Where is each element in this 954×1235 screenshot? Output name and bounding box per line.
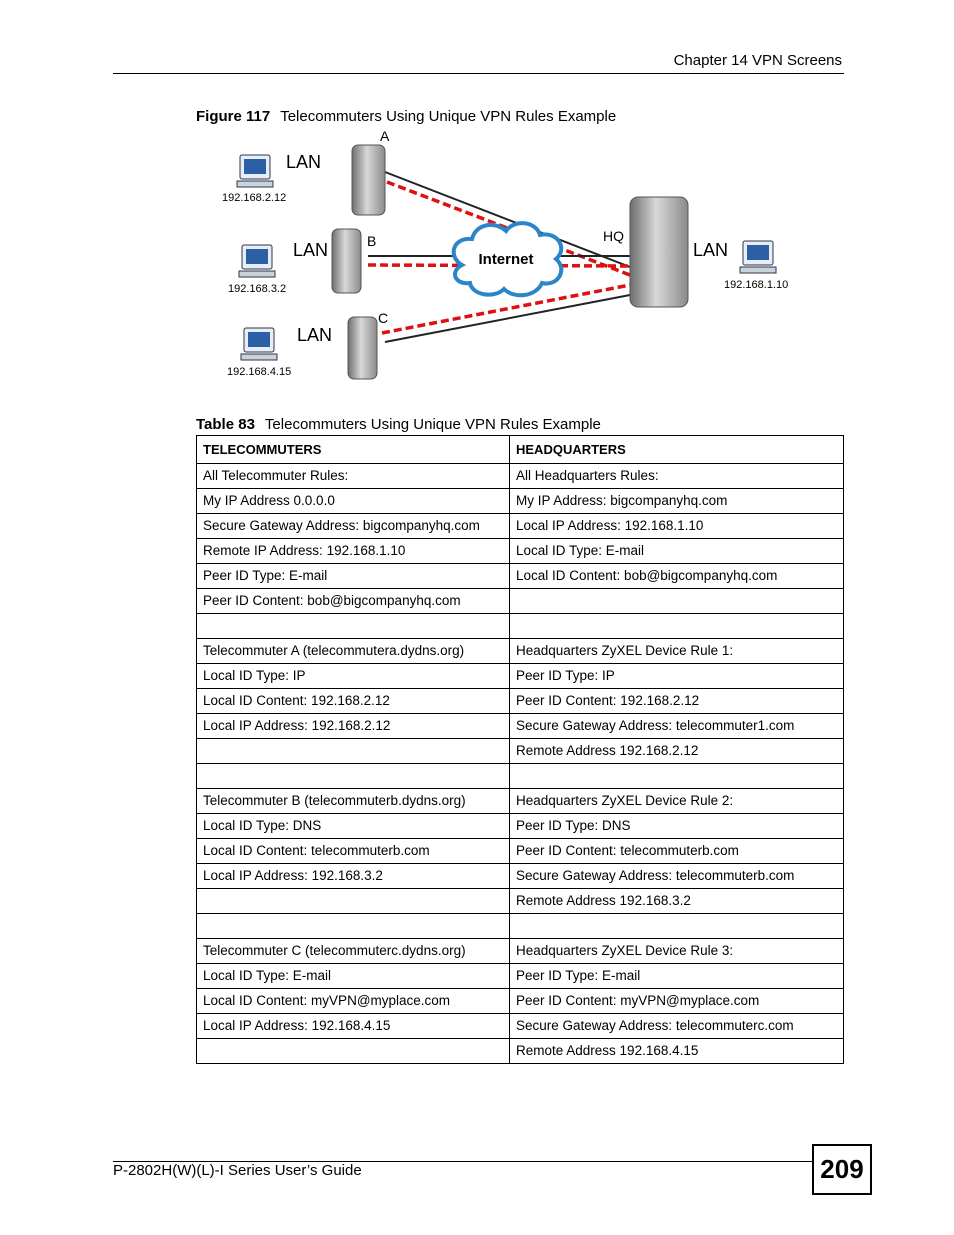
- table-row: [197, 964, 844, 989]
- telecommuter-cell: Secure Gateway Address: bigcompanyhq.com: [197, 514, 510, 539]
- table-row: [197, 739, 844, 764]
- headquarters-cell: Secure Gateway Address: telecommuterb.com: [510, 864, 844, 889]
- header-divider: [113, 73, 844, 74]
- headquarters-cell: Secure Gateway Address: telecommuterc.com: [510, 1014, 844, 1039]
- headquarters-cell: Peer ID Content: myVPN@myplace.com: [510, 989, 844, 1014]
- table-row: [197, 689, 844, 714]
- lan-label-c: LAN: [297, 325, 333, 345]
- headquarters-cell: All Headquarters Rules:: [510, 464, 844, 489]
- computer-b-icon: [239, 245, 275, 277]
- telecommuter-cell: Local IP Address: 192.168.3.2: [197, 864, 510, 889]
- table-row: [197, 714, 844, 739]
- headquarters-cell: Local IP Address: 192.168.1.10: [510, 514, 844, 539]
- guide-title: P-2802H(W)(L)-I Series User’s Guide: [113, 1162, 362, 1179]
- telecommuter-cell: Local IP Address: 192.168.2.12: [197, 714, 510, 739]
- table-row: [197, 939, 844, 964]
- table-row: [197, 664, 844, 689]
- figure-title: Telecommuters Using Unique VPN Rules Example: [280, 108, 617, 125]
- table-row: [197, 539, 844, 564]
- table-row: [197, 464, 844, 489]
- headquarters-cell: Peer ID Content: 192.168.2.12: [510, 689, 844, 714]
- table-row: [197, 764, 844, 789]
- tunnel-c: [382, 285, 630, 342]
- headquarters-cell: Remote Address 192.168.3.2: [510, 889, 844, 914]
- headquarters-cell: Peer ID Type: IP: [510, 664, 844, 689]
- computer-a-icon: [237, 155, 273, 187]
- lan-label-hq: LAN: [693, 240, 729, 260]
- internet-cloud: [454, 223, 562, 295]
- router-hq: [603, 197, 688, 307]
- table-row: [197, 589, 844, 614]
- telecommuter-cell: [197, 914, 510, 939]
- computer-c-icon: [241, 328, 277, 360]
- vpn-rules-table: [196, 435, 844, 1064]
- telecommuter-cell: Telecommuter A (telecommutera.dydns.org): [197, 639, 510, 664]
- telecommuter-cell: [197, 764, 510, 789]
- figure-caption: [196, 108, 616, 125]
- headquarters-cell: Remote Address 192.168.2.12: [510, 739, 844, 764]
- telecommuter-cell: [197, 614, 510, 639]
- headquarters-cell: Remote Address 192.168.4.15: [510, 1039, 844, 1064]
- telecommuter-cell: Local ID Type: E-mail: [197, 964, 510, 989]
- lan-label-a: LAN: [286, 152, 322, 172]
- internet-label: Internet: [478, 251, 534, 268]
- headquarters-cell: Peer ID Type: E-mail: [510, 964, 844, 989]
- table-row: [197, 839, 844, 864]
- router-c: [348, 310, 388, 379]
- table-row: [197, 489, 844, 514]
- table-title: Telecommuters Using Unique VPN Rules Example: [264, 416, 601, 433]
- telecommuter-cell: [197, 1039, 510, 1064]
- telecommuter-cell: Local ID Content: telecommuterb.com: [197, 839, 510, 864]
- table-caption: [196, 416, 601, 433]
- ip-label-c: 192.168.4.15: [227, 366, 292, 378]
- table-header-row: [197, 436, 844, 464]
- table-row: [197, 864, 844, 889]
- telecommuter-cell: Peer ID Type: E-mail: [197, 564, 510, 589]
- table-row: [197, 639, 844, 664]
- headquarters-cell: Local ID Content: bob@bigcompanyhq.com: [510, 564, 844, 589]
- telecommuter-cell: [197, 739, 510, 764]
- telecommuter-cell: Local ID Type: DNS: [197, 814, 510, 839]
- headquarters-cell: Peer ID Type: DNS: [510, 814, 844, 839]
- page-number: 209: [812, 1144, 872, 1195]
- computer-hq-icon: [740, 241, 776, 273]
- headquarters-cell: Local ID Type: E-mail: [510, 539, 844, 564]
- table-row: [197, 989, 844, 1014]
- telecommuter-cell: Local ID Type: IP: [197, 664, 510, 689]
- table-row: [197, 1039, 844, 1064]
- table-body: [197, 464, 844, 1064]
- headquarters-cell: [510, 764, 844, 789]
- telecommuter-cell: My IP Address 0.0.0.0: [197, 489, 510, 514]
- table-row: [197, 564, 844, 589]
- table-row: [197, 789, 844, 814]
- headquarters-cell: Headquarters ZyXEL Device Rule 1:: [510, 639, 844, 664]
- telecommuter-cell: Local ID Content: myVPN@myplace.com: [197, 989, 510, 1014]
- table-row: [197, 889, 844, 914]
- table-row: [197, 514, 844, 539]
- headquarters-cell: Peer ID Content: telecommuterb.com: [510, 839, 844, 864]
- telecommuter-cell: Local IP Address: 192.168.4.15: [197, 1014, 510, 1039]
- headquarters-cell: [510, 614, 844, 639]
- headquarters-cell: Secure Gateway Address: telecommuter1.com: [510, 714, 844, 739]
- telecommuter-cell: Remote IP Address: 192.168.1.10: [197, 539, 510, 564]
- router-b-letter: B: [367, 233, 377, 249]
- headquarters-cell: Headquarters ZyXEL Device Rule 2:: [510, 789, 844, 814]
- headquarters-cell: My IP Address: bigcompanyhq.com: [510, 489, 844, 514]
- router-hq-letter: HQ: [603, 228, 624, 244]
- ip-label-b: 192.168.3.2: [228, 283, 287, 295]
- lan-label-b: LAN: [293, 240, 329, 260]
- router-a-letter: A: [380, 128, 390, 144]
- ip-label-a: 192.168.2.12: [222, 192, 287, 204]
- column-header-headquarters: HEADQUARTERS: [510, 436, 844, 464]
- telecommuter-cell: [197, 889, 510, 914]
- router-c-letter: C: [378, 310, 389, 326]
- table-row: [197, 914, 844, 939]
- figure-label: Figure 117: [196, 108, 271, 125]
- headquarters-cell: Headquarters ZyXEL Device Rule 3:: [510, 939, 844, 964]
- router-a: [352, 128, 390, 215]
- telecommuter-cell: Telecommuter B (telecommuterb.dydns.org): [197, 789, 510, 814]
- column-header-telecommuters: TELECOMMUTERS: [197, 436, 510, 464]
- table-row: [197, 614, 844, 639]
- router-b: [332, 229, 376, 293]
- telecommuter-cell: Telecommuter C (telecommuterc.dydns.org): [197, 939, 510, 964]
- vpn-diagram: [200, 125, 800, 387]
- telecommuter-cell: Peer ID Content: bob@bigcompanyhq.com: [197, 589, 510, 614]
- table-row: [197, 814, 844, 839]
- telecommuter-cell: Local ID Content: 192.168.2.12: [197, 689, 510, 714]
- table-label: Table 83: [196, 416, 255, 433]
- telecommuter-cell: All Telecommuter Rules:: [197, 464, 510, 489]
- headquarters-cell: [510, 589, 844, 614]
- chapter-title: Chapter 14 VPN Screens: [673, 52, 842, 69]
- headquarters-cell: [510, 914, 844, 939]
- table-row: [197, 1014, 844, 1039]
- ip-label-hq: 192.168.1.10: [724, 279, 789, 291]
